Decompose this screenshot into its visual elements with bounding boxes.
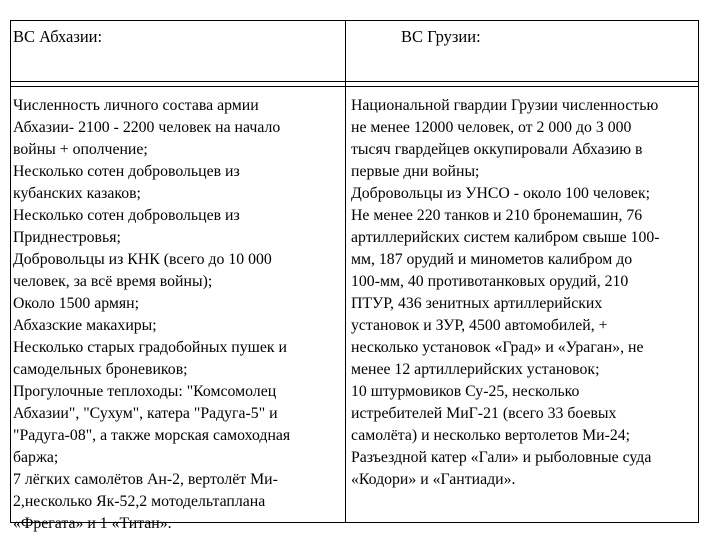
right-line: менее 12 артиллерийских установок;: [351, 361, 600, 378]
right-line: тысяч гвардейцев оккупировали Абхазию в: [351, 141, 643, 158]
right-line: «Кодори» и «Гантиади».: [351, 471, 516, 488]
left-line: Численность личного состава армии: [13, 97, 259, 114]
right-line: несколько установок «Град» и «Ураган», не: [351, 339, 644, 356]
left-line: Добровольцы из КНК (всего до 10 000: [13, 251, 272, 268]
left-line: 7 лёгких самолётов Ан-2, вертолёт Ми-: [13, 471, 278, 488]
left-line: Несколько сотен добровольцев из: [13, 207, 240, 224]
left-line: человек, за всё время войны);: [13, 273, 213, 290]
right-line: установок и ЗУР, 4500 автомобилей, +: [351, 317, 608, 334]
column-divider: [345, 21, 346, 522]
left-line: Прогулочные теплоходы: "Комсомолец: [13, 383, 277, 400]
right-line: самолёта) и несколько вертолетов Ми-24;: [351, 427, 631, 444]
abkhazia-forces-cell: [13, 95, 290, 535]
right-line: не менее 12000 человек, от 2 000 до 3 000: [351, 119, 632, 136]
left-line: 2,несколько Як-52,2 мотодельтаплана: [13, 493, 266, 510]
right-line: первые дни войны;: [351, 163, 480, 180]
left-line: "Радуга-08", а также морская самоходная: [13, 427, 291, 444]
right-line: Национальной гвардии Грузии численностью: [351, 97, 659, 114]
left-line: Абхазские макахиры;: [13, 317, 157, 334]
right-line: 100-мм, 40 противотанковых орудий, 210: [351, 273, 629, 290]
right-line: 10 штурмовиков Су-25, несколько: [351, 383, 580, 400]
left-line: войны + ополчение;: [13, 141, 148, 158]
right-line: Разъездной катер «Гали» и рыболовные суда: [351, 449, 652, 466]
header-georgia: ВС Грузии:: [401, 27, 481, 46]
left-line: «Фрегата» и 1 «Титан».: [13, 515, 172, 532]
right-line: ПТУР, 436 зенитных артиллерийских: [351, 295, 603, 312]
comparison-table: [10, 20, 699, 532]
right-line: Добровольцы из УНСО - около 100 человек;: [351, 185, 651, 202]
left-line: Несколько сотен добровольцев из: [13, 163, 240, 180]
right-line: артиллерийских систем калибром свыше 100-: [351, 229, 660, 246]
right-line: Не менее 220 танков и 210 бронемашин, 76: [351, 207, 643, 224]
georgia-forces-cell: [351, 95, 660, 491]
left-line: Около 1500 армян;: [13, 295, 140, 312]
left-line: самодельных броневиков;: [13, 361, 188, 378]
left-line: Абхазии", "Сухум", катера "Радуга-5" и: [13, 405, 278, 422]
left-line: Приднестровья;: [13, 229, 121, 246]
right-line: истребителей МиГ-21 (всего 33 боевых: [351, 405, 617, 422]
left-line: кубанских казаков;: [13, 185, 141, 202]
right-line: мм, 187 орудий и минометов калибром до: [351, 251, 633, 268]
left-line: Несколько старых градобойных пушек и: [13, 339, 287, 356]
header-bottom-rule-2: [11, 86, 698, 87]
header-abkhazia: ВС Абхазии:: [13, 27, 103, 46]
left-line: Абхазии- 2100 - 2200 человек на начало: [13, 119, 281, 136]
left-line: баржа;: [13, 449, 59, 466]
header-bottom-rule-1: [11, 81, 698, 82]
